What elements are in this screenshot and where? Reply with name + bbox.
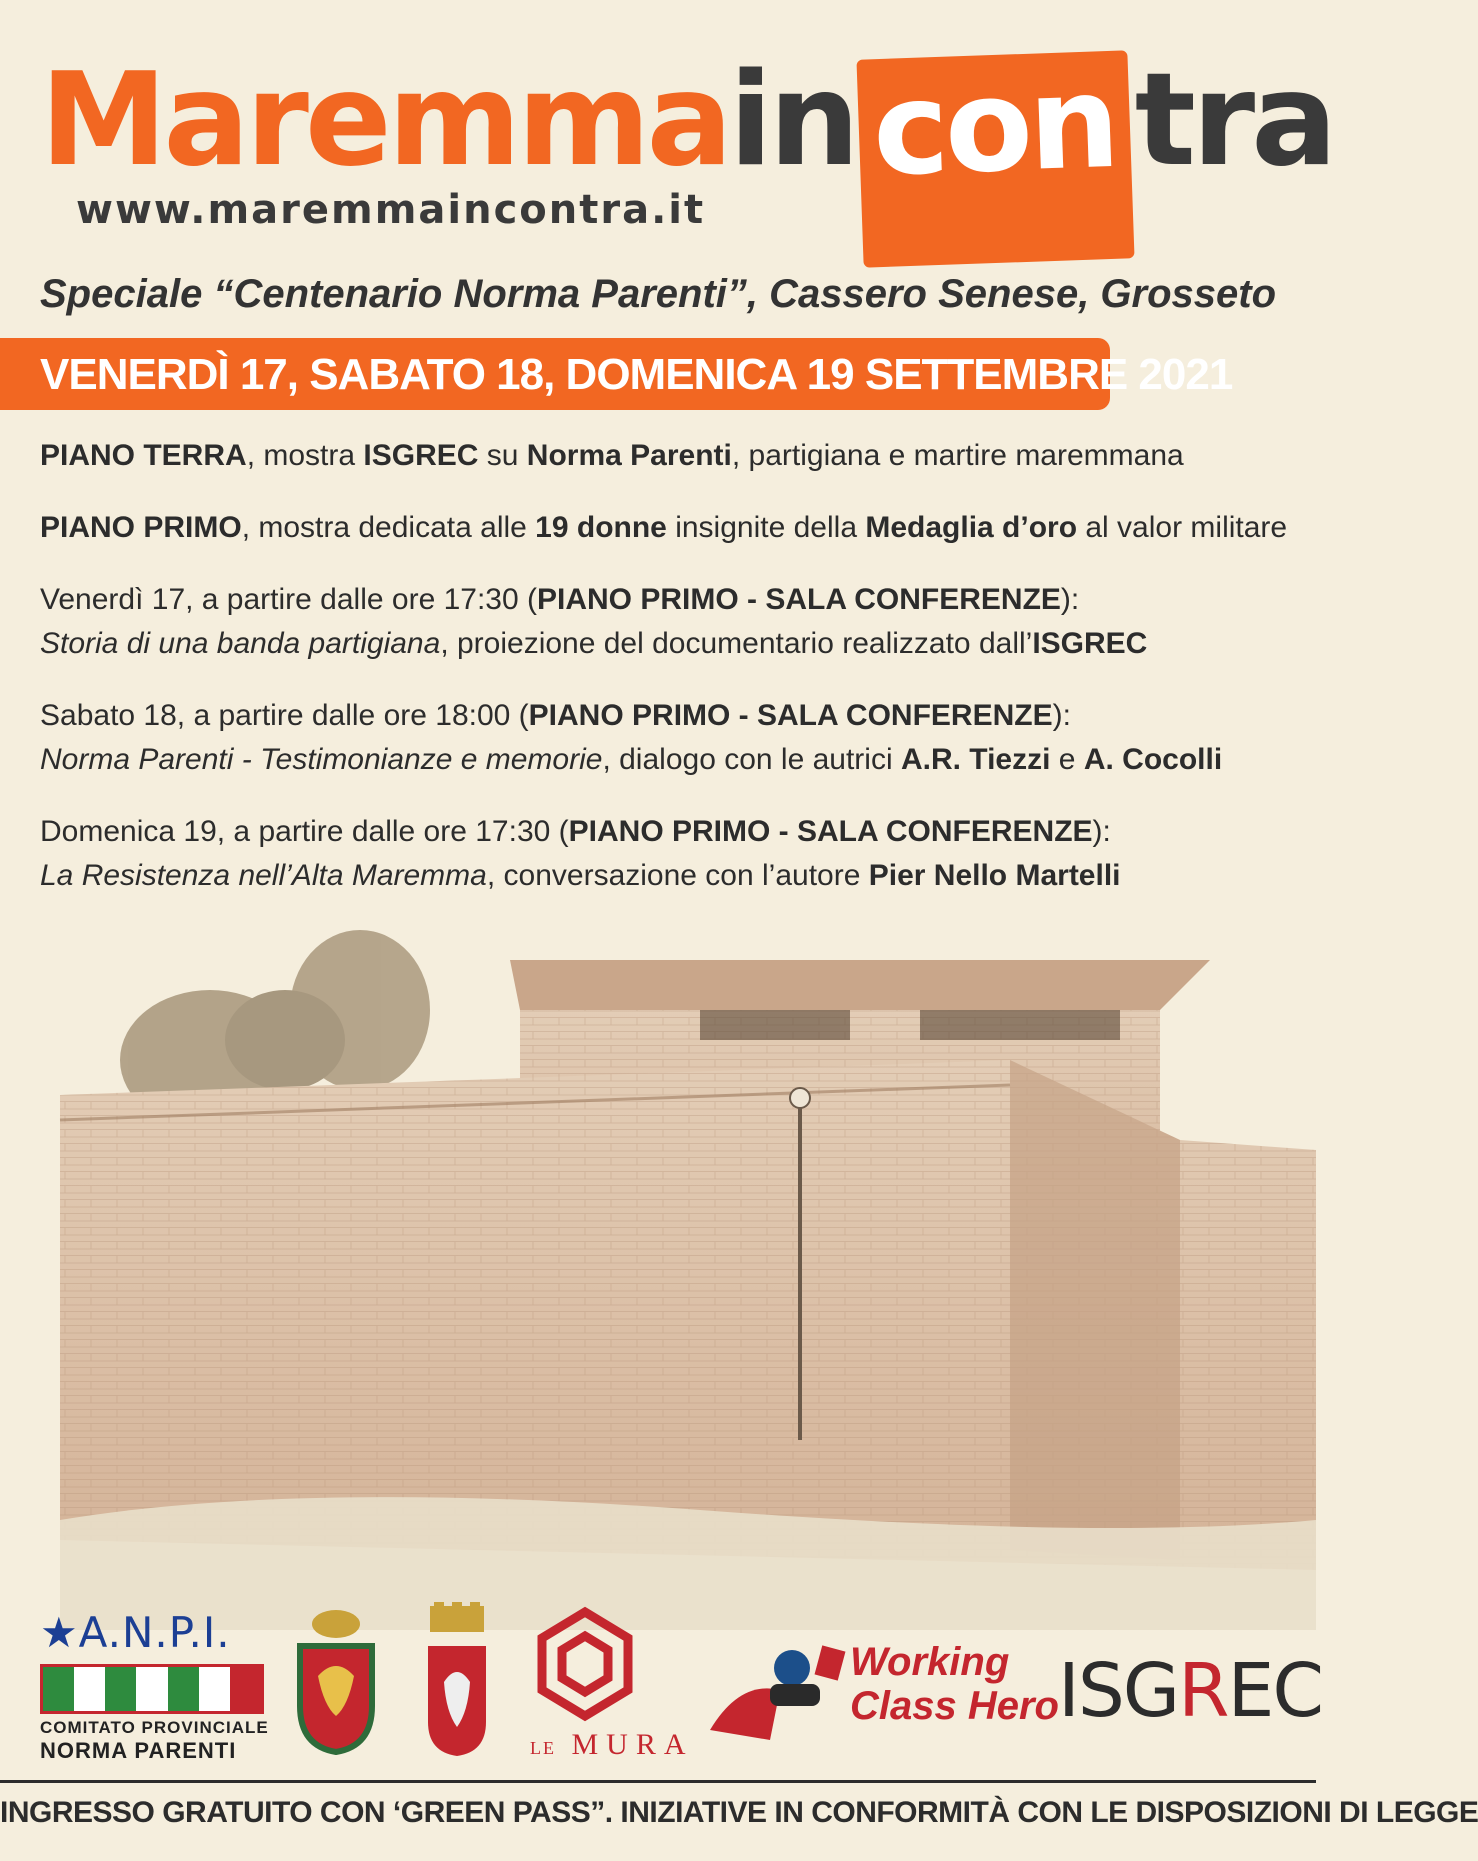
le-mura-logo-text — [530, 1728, 694, 1762]
program-item-piano-primo — [40, 506, 1290, 550]
text-bold: Pier Nello Martelli — [868, 859, 1121, 892]
text: , mostra — [246, 439, 364, 472]
text: su — [478, 439, 527, 472]
text: , dialogo con le autrici — [602, 743, 901, 776]
text: , mostra dedicata alle — [241, 511, 536, 544]
event-dates: VENERDÌ 17, SABATO 18, DOMENICA 19 SETTEMBRE 2021 — [40, 350, 1233, 399]
text: insignite della — [666, 511, 866, 544]
superhero-icon — [700, 1640, 850, 1750]
isgrec-logo — [1058, 1648, 1322, 1734]
program-list — [40, 434, 1290, 926]
text-bold: Norma Parenti — [526, 439, 732, 472]
program-item-venerdi — [40, 578, 1290, 666]
brand-maremma: Maremma — [40, 46, 729, 195]
text-bold: PIANO PRIMO — [40, 511, 242, 544]
program-item-sabato — [40, 694, 1290, 782]
text-bold: PIANO PRIMO - SALA CONFERENZE — [568, 815, 1093, 848]
text: ): — [1092, 815, 1111, 848]
date-banner — [0, 338, 1233, 410]
text: al valor militare — [1077, 511, 1288, 544]
text: , proiezione del documentario realizzato dall’ — [440, 627, 1033, 660]
text-bold: ISGREC — [1032, 627, 1148, 660]
text-bold: Medaglia d’oro — [865, 511, 1078, 544]
anpi-subtitle: COMITATO PROVINCIALE — [40, 1718, 269, 1737]
text-bold: A. Cocolli — [1083, 743, 1223, 776]
wch-line2: Class Hero — [850, 1684, 1059, 1728]
text-italic: Norma Parenti - Testimonianze e memorie — [40, 743, 603, 776]
le-mura-prefix: LE — [530, 1738, 556, 1758]
anpi-title: ★A.N.P.I. — [40, 1608, 231, 1657]
program-item-domenica — [40, 810, 1290, 898]
text: , partigiana e martire maremmana — [731, 439, 1184, 472]
isgrec-b: EC — [1227, 1648, 1322, 1734]
le-mura-name: MURA — [571, 1728, 694, 1761]
website-url: www.maremmaincontra.it — [76, 187, 706, 233]
event-subtitle: Speciale “Centenario Norma Parenti”, Cassero Senese, Grosseto — [40, 272, 1277, 316]
brand-header — [40, 35, 1334, 255]
anpi-logo — [40, 1608, 269, 1763]
text: , conversazione con l’autore — [486, 859, 869, 892]
text-italic: La Resistenza nell’Alta Maremma — [40, 859, 487, 892]
program-item-piano-terra — [40, 434, 1290, 478]
text: ): — [1060, 583, 1080, 616]
text-bold: ISGREC — [363, 439, 479, 472]
castle-illustration — [0, 920, 1316, 1630]
text: e — [1050, 743, 1084, 776]
tower-roof — [510, 960, 1210, 1010]
isgrec-a: ISG — [1058, 1648, 1179, 1734]
text-bold: PIANO PRIMO - SALA CONFERENZE — [537, 583, 1061, 616]
italian-flag-icon — [40, 1664, 264, 1714]
le-mura-star-icon — [530, 1606, 640, 1726]
footer-divider — [0, 1780, 1316, 1783]
wch-line1: Working — [850, 1640, 1010, 1684]
city-coat-of-arms-icon — [424, 1602, 490, 1758]
footer-notice: INGRESSO GRATUITO CON ‘GREEN PASS”. INIZIATIVE IN CONFORMITÀ CON LE DISPOSIZIONI DI LEGGE — [0, 1796, 1478, 1829]
brand-tra: tra — [1134, 46, 1334, 195]
text: Sabato 18, a partire dalle ore 18:00 ( — [40, 699, 529, 732]
brand-in: in — [728, 46, 856, 195]
text-italic: Storia di una banda partigiana — [40, 627, 441, 660]
text-bold: 19 donne — [535, 511, 667, 544]
text: Domenica 19, a partire dalle ore 17:30 ( — [40, 815, 569, 848]
text: Venerdì 17, a partire dalle ore 17:30 ( — [40, 583, 537, 616]
text-bold: PIANO PRIMO - SALA CONFERENZE — [528, 699, 1053, 732]
brand-con: con — [856, 50, 1134, 267]
province-coat-of-arms-icon — [288, 1606, 384, 1756]
isgrec-r: R — [1178, 1648, 1228, 1734]
text-bold: A.R. Tiezzi — [900, 743, 1051, 776]
sponsor-logos — [0, 1600, 1322, 1770]
text: ): — [1052, 699, 1071, 732]
anpi-subtitle-name: NORMA PARENTI — [40, 1738, 237, 1763]
working-class-hero-logo — [850, 1640, 1059, 1728]
text-bold: PIANO TERRA — [40, 439, 247, 472]
